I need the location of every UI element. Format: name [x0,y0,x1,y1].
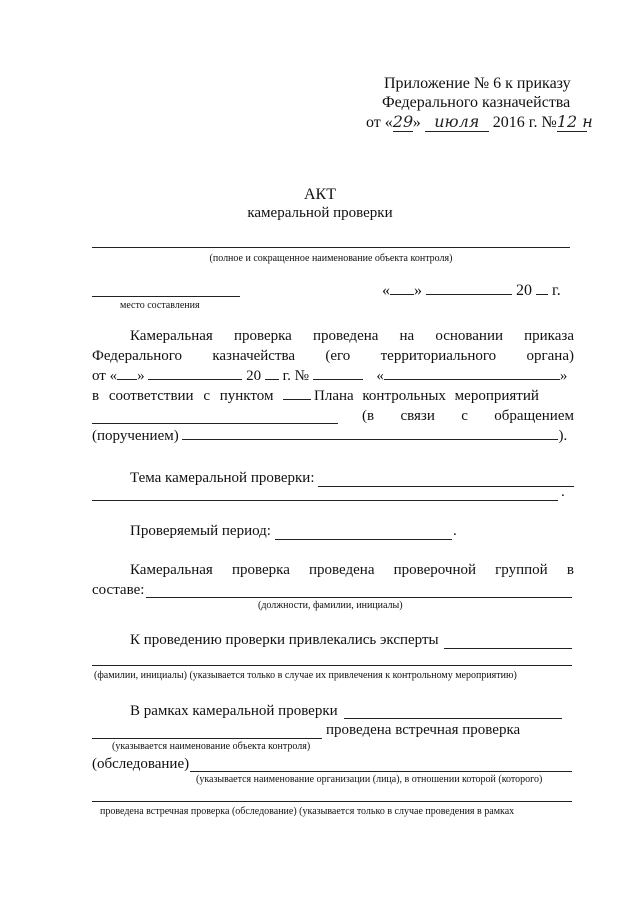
group-caption: (должности, фамилии, инициалы) [258,600,403,611]
date-prefix: от « [366,114,393,131]
counter-line-4 [92,801,572,802]
basis-row-3 [92,368,574,385]
period-end: . [453,523,457,539]
group-line [146,597,572,598]
word: приказа [524,328,574,344]
appendix-line: Приложение № 6 к приказу [384,75,571,92]
word: » [559,368,568,384]
word: Камеральная [130,562,213,578]
word: связи [400,408,435,424]
basis-row-1 [130,328,574,345]
experts-line-1 [444,648,572,649]
object-name-line [92,247,570,248]
act-date-g: г. [552,282,561,299]
topic-line-1 [318,486,574,487]
counter-mid: проведена встречная проверка [326,722,521,738]
word: от « [92,368,118,384]
basis-row-4-left [92,388,311,405]
handwritten-number: 12 н [556,112,593,131]
topic-label: Тема камеральной проверки: [130,470,315,486]
word: проведена [309,562,375,578]
period-label: Проверяемый период: [130,523,271,539]
act-date-close: » [414,282,422,299]
date-year: 2016 г. № [492,114,557,131]
word: « [376,368,384,384]
experts-caption: (фамилии, инициалы) (указывается только в случае их привлечения к контрольному мероприятию) [94,670,517,681]
topic-end: . [561,484,565,500]
word: (в [362,408,375,424]
experts-line-2 [92,665,572,666]
doc-subtitle: камеральной проверки [247,205,393,221]
appendix-agency: Федерального казначейства [382,94,571,111]
word: группой [495,562,548,578]
word: 20 [246,368,262,384]
handwritten-month: июля [425,112,489,132]
period-line [275,539,452,540]
appendix-date [366,112,606,136]
word: обращением [494,408,574,424]
word: органа) [526,348,574,364]
basis-row-4-right: Плана контрольных мероприятий [314,388,539,404]
word: территориального [380,348,497,364]
act-date-open: « [382,282,390,299]
phrase: в соответствии с пунктом [92,388,274,404]
word: казначейства [212,348,296,364]
group-row-1 [130,562,574,579]
word: с [461,408,468,424]
act-date [382,282,572,300]
counter-line-2 [92,738,322,739]
word: » [137,368,145,384]
basis-row-5-right [362,408,574,425]
word: (его [325,348,351,364]
basis-row-5-line [92,423,338,424]
word: проверка [231,562,290,578]
word: Камеральная [130,328,213,344]
counter-line-3 [190,771,572,772]
counter-caption-2: (указывается наименование организации (лица), в отношении которой (которого) [196,774,543,785]
word: проверка [233,328,292,344]
counter-caption-1: (указывается наименование объекта контроля) [112,741,311,752]
basis-row-6 [92,428,567,445]
word: в [566,562,574,578]
group-row-2-label: составе: [92,582,145,598]
act-date-year: 20 [516,282,532,299]
handwritten-day: 29 [392,112,414,131]
word: г. № [282,368,309,384]
place-line [92,296,240,297]
basis-row-2 [92,348,574,365]
topic-line-2 [92,500,558,501]
place-caption: место составления [120,300,200,311]
counter-label: В рамках камеральной проверки [130,703,338,719]
word: на [399,328,415,344]
counter-obsled: (обследование) [92,756,190,772]
word: ). [558,428,568,444]
date-mid: » [412,114,421,131]
word: Федерального [92,348,183,364]
doc-title: АКТ [304,186,336,203]
experts-label: К проведению проверки привлекались эксперты [130,632,439,648]
word: проверочной [393,562,477,578]
counter-line-1 [344,718,562,719]
object-name-caption: (полное и сокращенное наименование объекта контроля) [209,253,453,264]
word: проведена [312,328,379,344]
word: (поручением) [92,428,179,444]
word: основании [435,328,504,344]
counter-caption-3: проведена встречная проверка (обследование) (указывается только в случае проведения в рамках [100,806,515,817]
